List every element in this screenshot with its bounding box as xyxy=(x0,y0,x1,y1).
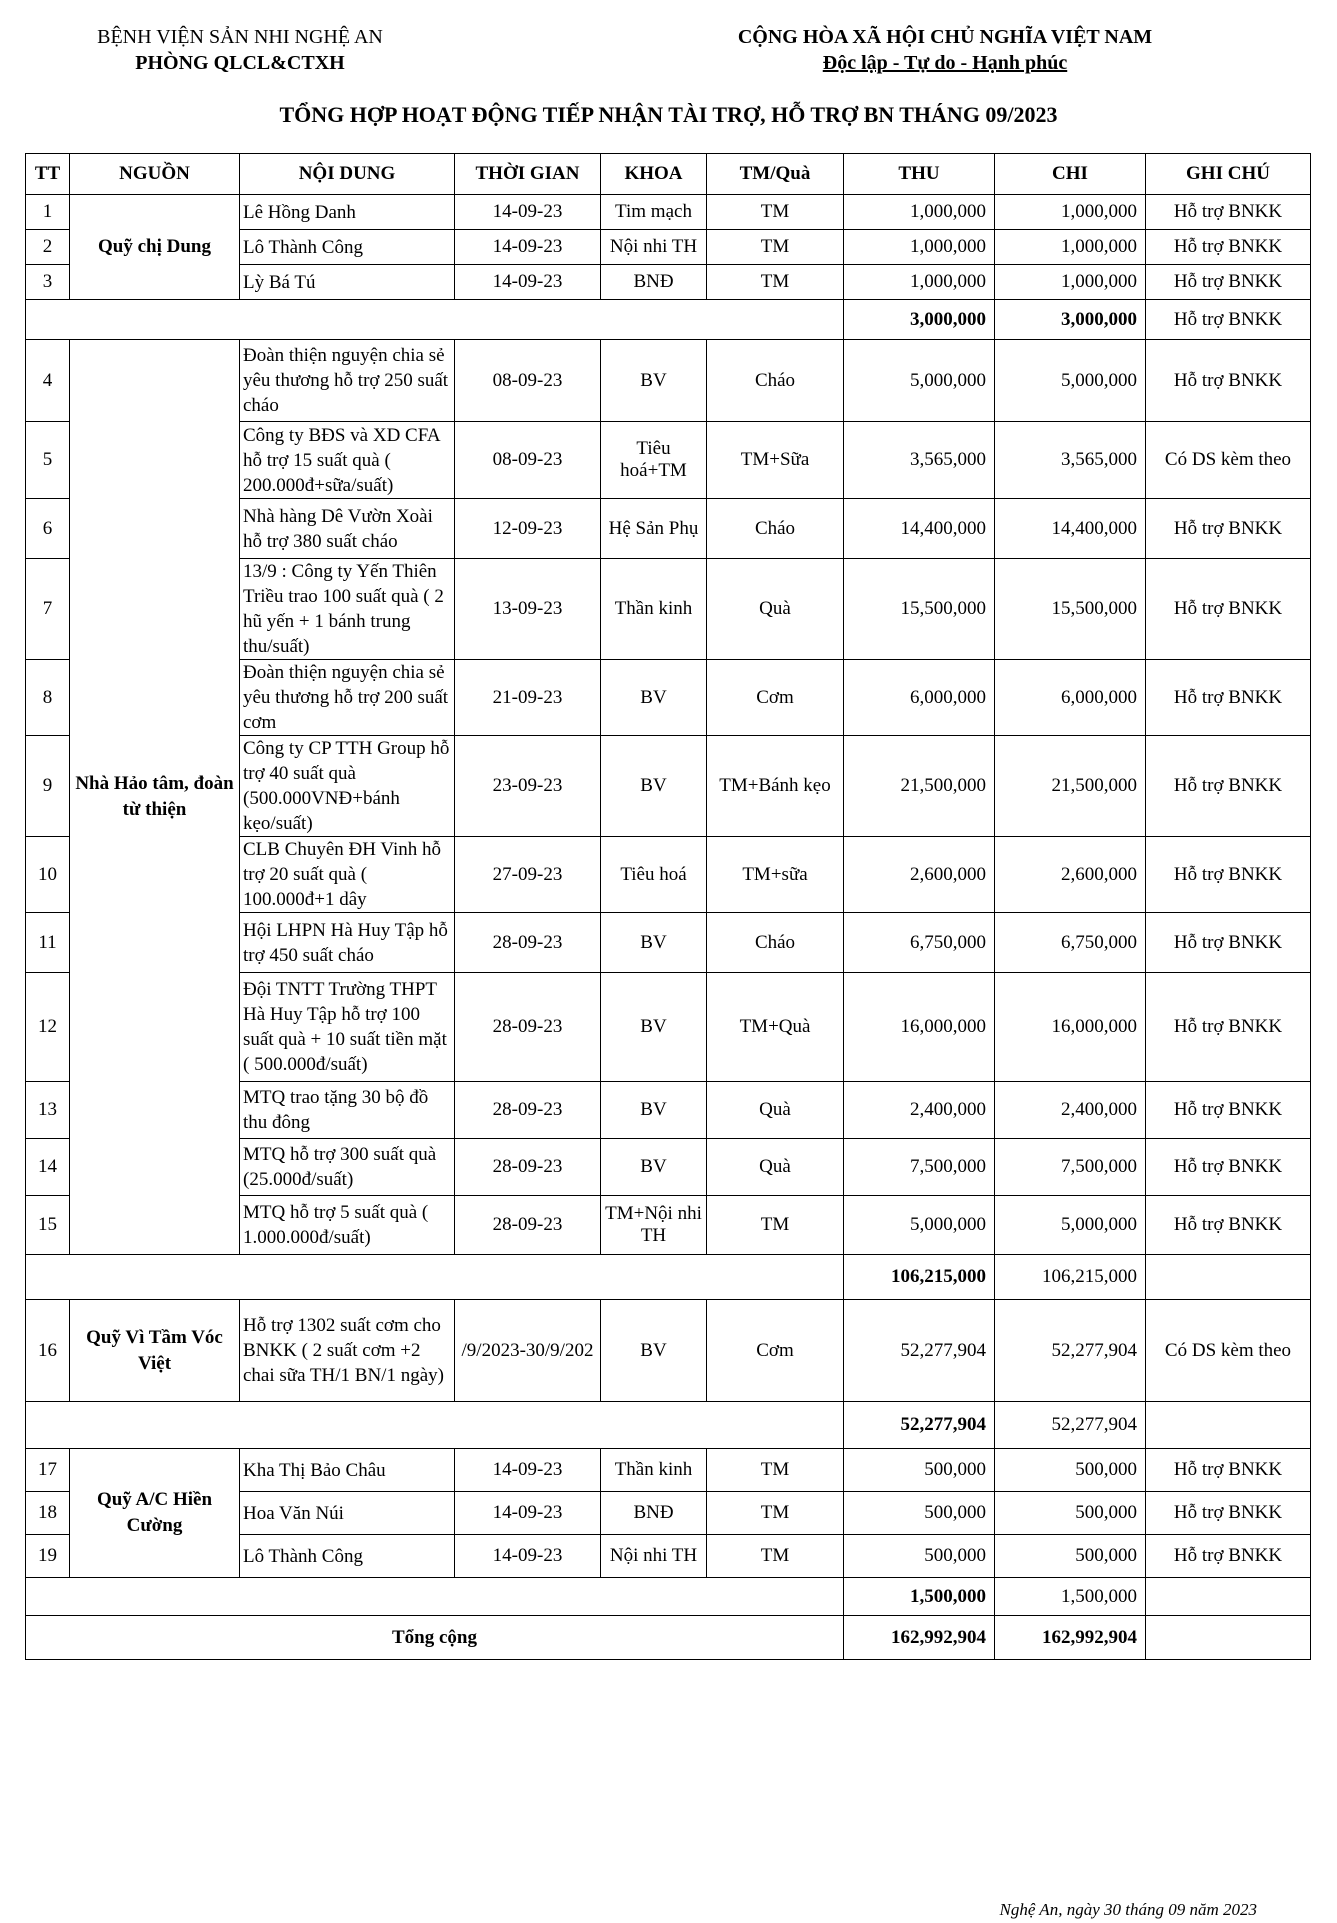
date-cell: 12-09-23 xyxy=(455,499,601,559)
date-cell: 14-09-23 xyxy=(455,1449,601,1492)
department-cell: Tiêu hoá xyxy=(601,837,707,913)
subtotal-expense: 3,000,000 xyxy=(995,300,1146,340)
date-cell: /9/2023-30/9/202 xyxy=(455,1300,601,1402)
content-cell: MTQ trao tặng 30 bộ đồ thu đông xyxy=(240,1082,455,1139)
date-cell: 14-09-23 xyxy=(455,230,601,265)
expense-cell: 6,750,000 xyxy=(995,913,1146,973)
signature-date: Nghệ An, ngày 30 tháng 09 năm 2023 xyxy=(999,1900,1257,1919)
subtotal-label xyxy=(26,1255,844,1300)
table-header-row xyxy=(26,154,1311,195)
grand-total-income: 162,992,904 xyxy=(844,1616,995,1660)
subtotal-income: 1,500,000 xyxy=(844,1578,995,1616)
type-cell: TM xyxy=(707,230,844,265)
type-cell: TM+Quà xyxy=(707,973,844,1082)
note-cell: Hỗ trợ BNKK xyxy=(1146,736,1311,837)
date-cell: 08-09-23 xyxy=(455,422,601,499)
note-cell: Hỗ trợ BNKK xyxy=(1146,559,1311,660)
subtotal-row xyxy=(26,300,1311,340)
col-thu: THU xyxy=(844,154,995,195)
col-thoi-gian: THỜI GIAN xyxy=(455,154,601,195)
date-cell: 28-09-23 xyxy=(455,913,601,973)
row-number: 4 xyxy=(26,340,70,422)
department-cell: BNĐ xyxy=(601,265,707,300)
content-cell: Nhà hàng Dê Vườn Xoài hỗ trợ 380 suất cháo xyxy=(240,499,455,559)
income-cell: 21,500,000 xyxy=(844,736,995,837)
date-cell: 28-09-23 xyxy=(455,973,601,1082)
col-ghi-chu: GHI CHÚ xyxy=(1146,154,1311,195)
report-title: TỔNG HỢP HOẠT ĐỘNG TIẾP NHẬN TÀI TRỢ, HỖ TRỢ BN THÁNG 09/2023 xyxy=(279,102,1058,127)
type-cell: Cơm xyxy=(707,660,844,736)
row-number: 19 xyxy=(26,1535,70,1578)
content-cell: Hỗ trợ 1302 suất cơm cho BNKK ( 2 suất cơm +2 chai sữa TH/1 BN/1 ngày) xyxy=(240,1300,455,1402)
content-cell: Lê Hồng Danh xyxy=(240,195,455,230)
subtotal-note: Hỗ trợ BNKK xyxy=(1146,300,1311,340)
subtotal-label xyxy=(26,1578,844,1616)
type-cell: TM xyxy=(707,1196,844,1255)
type-cell: Cháo xyxy=(707,499,844,559)
row-number: 11 xyxy=(26,913,70,973)
expense-cell: 15,500,000 xyxy=(995,559,1146,660)
department-cell: BNĐ xyxy=(601,1492,707,1535)
note-cell: Hỗ trợ BNKK xyxy=(1146,195,1311,230)
expense-cell: 3,565,000 xyxy=(995,422,1146,499)
income-cell: 500,000 xyxy=(844,1492,995,1535)
col-noi-dung: NỘI DUNG xyxy=(240,154,455,195)
department-cell: BV xyxy=(601,1300,707,1402)
expense-cell: 500,000 xyxy=(995,1492,1146,1535)
subtotal-note xyxy=(1146,1578,1311,1616)
income-cell: 5,000,000 xyxy=(844,1196,995,1255)
row-number: 16 xyxy=(26,1300,70,1402)
subtotal-label xyxy=(26,1402,844,1449)
row-number: 1 xyxy=(26,195,70,230)
note-cell: Có DS kèm theo xyxy=(1146,1300,1311,1402)
row-number: 15 xyxy=(26,1196,70,1255)
source-name: Quỹ Vì Tầm Vóc Việt xyxy=(70,1300,240,1402)
content-cell: Hoa Văn Núi xyxy=(240,1492,455,1535)
income-cell: 2,400,000 xyxy=(844,1082,995,1139)
date-cell: 08-09-23 xyxy=(455,340,601,422)
content-cell: Đội TNTT Trường THPT Hà Huy Tập hỗ trợ 100 suất quà + 10 suất tiền mặt ( 500.000đ/suất) xyxy=(240,973,455,1082)
row-number: 2 xyxy=(26,230,70,265)
expense-cell: 5,000,000 xyxy=(995,1196,1146,1255)
income-cell: 52,277,904 xyxy=(844,1300,995,1402)
department-cell: Thần kinh xyxy=(601,1449,707,1492)
col-khoa: KHOA xyxy=(601,154,707,195)
content-cell: Đoàn thiện nguyện chia sẻ yêu thương hỗ trợ 200 suất cơm xyxy=(240,660,455,736)
note-cell: Hỗ trợ BNKK xyxy=(1146,1535,1311,1578)
expense-cell: 2,400,000 xyxy=(995,1082,1146,1139)
expense-cell: 2,600,000 xyxy=(995,837,1146,913)
type-cell: Quà xyxy=(707,1082,844,1139)
department-cell: BV xyxy=(601,973,707,1082)
type-cell: TM xyxy=(707,1492,844,1535)
content-cell: Kha Thị Bảo Châu xyxy=(240,1449,455,1492)
subtotal-income: 52,277,904 xyxy=(844,1402,995,1449)
type-cell: Cháo xyxy=(707,340,844,422)
type-cell: TM+Sữa xyxy=(707,422,844,499)
table-row xyxy=(26,1449,1311,1492)
subtotal-row xyxy=(26,1402,1311,1449)
department-cell: Nội nhi TH xyxy=(601,1535,707,1578)
content-cell: Công ty BĐS và XD CFA hỗ trợ 15 suất quà ( 200.000đ+sữa/suất) xyxy=(240,422,455,499)
content-cell: CLB Chuyên ĐH Vinh hỗ trợ 20 suất quà ( 100.000đ+1 dây xyxy=(240,837,455,913)
department-cell: BV xyxy=(601,736,707,837)
date-cell: 23-09-23 xyxy=(455,736,601,837)
type-cell: Quà xyxy=(707,559,844,660)
expense-cell: 500,000 xyxy=(995,1535,1146,1578)
note-cell: Hỗ trợ BNKK xyxy=(1146,837,1311,913)
content-cell: Công ty CP TTH Group hỗ trợ 40 suất quà (500.000VNĐ+bánh kẹo/suất) xyxy=(240,736,455,837)
content-cell: 13/9 : Công ty Yến Thiên Triều trao 100 suất quà ( 2 hũ yến + 1 bánh trung thu/suất) xyxy=(240,559,455,660)
row-number: 13 xyxy=(26,1082,70,1139)
income-cell: 500,000 xyxy=(844,1449,995,1492)
type-cell: TM+Bánh kẹo xyxy=(707,736,844,837)
type-cell: TM xyxy=(707,1449,844,1492)
row-number: 8 xyxy=(26,660,70,736)
motto: Độc lập - Tự do - Hạnh phúc xyxy=(822,52,1068,74)
income-cell: 16,000,000 xyxy=(844,973,995,1082)
row-number: 12 xyxy=(26,973,70,1082)
type-cell: TM xyxy=(707,265,844,300)
type-cell: Cơm xyxy=(707,1300,844,1402)
date-cell: 13-09-23 xyxy=(455,559,601,660)
expense-cell: 6,000,000 xyxy=(995,660,1146,736)
row-number: 10 xyxy=(26,837,70,913)
date-cell: 28-09-23 xyxy=(455,1139,601,1196)
col-chi: CHI xyxy=(995,154,1146,195)
income-cell: 6,750,000 xyxy=(844,913,995,973)
date-cell: 28-09-23 xyxy=(455,1082,601,1139)
date-cell: 14-09-23 xyxy=(455,1492,601,1535)
note-cell: Hỗ trợ BNKK xyxy=(1146,660,1311,736)
note-cell: Hỗ trợ BNKK xyxy=(1146,973,1311,1082)
expense-cell: 5,000,000 xyxy=(995,340,1146,422)
expense-cell: 1,000,000 xyxy=(995,230,1146,265)
expense-cell: 52,277,904 xyxy=(995,1300,1146,1402)
expense-cell: 14,400,000 xyxy=(995,499,1146,559)
income-cell: 5,000,000 xyxy=(844,340,995,422)
income-cell: 500,000 xyxy=(844,1535,995,1578)
table-row xyxy=(26,1300,1311,1402)
department-cell: BV xyxy=(601,340,707,422)
note-cell: Hỗ trợ BNKK xyxy=(1146,499,1311,559)
expense-cell: 1,000,000 xyxy=(995,195,1146,230)
type-cell: TM xyxy=(707,1535,844,1578)
expense-cell: 16,000,000 xyxy=(995,973,1146,1082)
table-row xyxy=(26,195,1311,230)
note-cell: Hỗ trợ BNKK xyxy=(1146,1082,1311,1139)
note-cell: Hỗ trợ BNKK xyxy=(1146,1196,1311,1255)
type-cell: Quà xyxy=(707,1139,844,1196)
department-cell: Tim mạch xyxy=(601,195,707,230)
income-cell: 7,500,000 xyxy=(844,1139,995,1196)
col-tm-qua: TM/Quà xyxy=(707,154,844,195)
department-cell: BV xyxy=(601,1082,707,1139)
content-cell: Hội LHPN Hà Huy Tập hỗ trợ 450 suất cháo xyxy=(240,913,455,973)
row-number: 14 xyxy=(26,1139,70,1196)
type-cell: TM+sữa xyxy=(707,837,844,913)
department-cell: BV xyxy=(601,1139,707,1196)
department-name: PHÒNG QLCL&CTXH xyxy=(135,52,345,74)
department-cell: Nội nhi TH xyxy=(601,230,707,265)
type-cell: Cháo xyxy=(707,913,844,973)
note-cell: Hỗ trợ BNKK xyxy=(1146,1449,1311,1492)
subtotal-label xyxy=(26,300,844,340)
type-cell: TM xyxy=(707,195,844,230)
expense-cell: 500,000 xyxy=(995,1449,1146,1492)
grand-total-expense: 162,992,904 xyxy=(995,1616,1146,1660)
grand-total-label: Tổng cộng xyxy=(26,1616,844,1660)
source-name: Quỹ chị Dung xyxy=(70,195,240,300)
content-cell: Đoàn thiện nguyện chia sẻ yêu thương hỗ trợ 250 suất cháo xyxy=(240,340,455,422)
grand-total-note xyxy=(1146,1616,1311,1660)
content-cell: MTQ hỗ trợ 5 suất quà ( 1.000.000đ/suất) xyxy=(240,1196,455,1255)
note-cell: Hỗ trợ BNKK xyxy=(1146,1139,1311,1196)
subtotal-income: 106,215,000 xyxy=(844,1255,995,1300)
date-cell: 14-09-23 xyxy=(455,195,601,230)
expense-cell: 7,500,000 xyxy=(995,1139,1146,1196)
row-number: 7 xyxy=(26,559,70,660)
income-cell: 2,600,000 xyxy=(844,837,995,913)
hospital-name: BỆNH VIỆN SẢN NHI NGHỆ AN xyxy=(97,26,383,48)
subtotal-note xyxy=(1146,1402,1311,1449)
date-cell: 14-09-23 xyxy=(455,1535,601,1578)
income-cell: 1,000,000 xyxy=(844,195,995,230)
subtotal-note xyxy=(1146,1255,1311,1300)
source-name: Quỹ A/C Hiền Cường xyxy=(70,1449,240,1578)
sponsorship-table xyxy=(25,153,1311,1660)
subtotal-income: 3,000,000 xyxy=(844,300,995,340)
source-name: Nhà Hảo tâm, đoàn từ thiện xyxy=(70,340,240,1255)
table-row xyxy=(26,340,1311,422)
content-cell: Lỳ Bá Tú xyxy=(240,265,455,300)
income-cell: 1,000,000 xyxy=(844,265,995,300)
department-cell: BV xyxy=(601,913,707,973)
row-number: 3 xyxy=(26,265,70,300)
row-number: 6 xyxy=(26,499,70,559)
department-cell: Thần kinh xyxy=(601,559,707,660)
income-cell: 14,400,000 xyxy=(844,499,995,559)
country-name: CỘNG HÒA XÃ HỘI CHỦ NGHĨA VIỆT NAM xyxy=(737,26,1153,48)
department-cell: TM+Nội nhi TH xyxy=(601,1196,707,1255)
org-header xyxy=(60,24,420,76)
row-number: 9 xyxy=(26,736,70,837)
content-cell: MTQ hỗ trợ 300 suất quà (25.000đ/suất) xyxy=(240,1139,455,1196)
expense-cell: 1,000,000 xyxy=(995,265,1146,300)
content-cell: Lô Thành Công xyxy=(240,230,455,265)
note-cell: Có DS kèm theo xyxy=(1146,422,1311,499)
subtotal-row xyxy=(26,1578,1311,1616)
note-cell: Hỗ trợ BNKK xyxy=(1146,230,1311,265)
note-cell: Hỗ trợ BNKK xyxy=(1146,1492,1311,1535)
income-cell: 3,565,000 xyxy=(844,422,995,499)
income-cell: 15,500,000 xyxy=(844,559,995,660)
content-cell: Lô Thành Công xyxy=(240,1535,455,1578)
expense-cell: 21,500,000 xyxy=(995,736,1146,837)
note-cell: Hỗ trợ BNKK xyxy=(1146,265,1311,300)
department-cell: Tiêu hoá+TM xyxy=(601,422,707,499)
date-cell: 28-09-23 xyxy=(455,1196,601,1255)
income-cell: 6,000,000 xyxy=(844,660,995,736)
note-cell: Hỗ trợ BNKK xyxy=(1146,340,1311,422)
date-cell: 27-09-23 xyxy=(455,837,601,913)
date-cell: 21-09-23 xyxy=(455,660,601,736)
national-header xyxy=(640,24,1250,76)
subtotal-row xyxy=(26,1255,1311,1300)
grand-total-row xyxy=(26,1616,1311,1660)
col-tt: TT xyxy=(26,154,70,195)
department-cell: BV xyxy=(601,660,707,736)
subtotal-expense: 52,277,904 xyxy=(995,1402,1146,1449)
department-cell: Hệ Sản Phụ xyxy=(601,499,707,559)
col-nguon: NGUỒN xyxy=(70,154,240,195)
note-cell: Hỗ trợ BNKK xyxy=(1146,913,1311,973)
row-number: 18 xyxy=(26,1492,70,1535)
subtotal-expense: 1,500,000 xyxy=(995,1578,1146,1616)
income-cell: 1,000,000 xyxy=(844,230,995,265)
row-number: 17 xyxy=(26,1449,70,1492)
row-number: 5 xyxy=(26,422,70,499)
date-cell: 14-09-23 xyxy=(455,265,601,300)
subtotal-expense: 106,215,000 xyxy=(995,1255,1146,1300)
